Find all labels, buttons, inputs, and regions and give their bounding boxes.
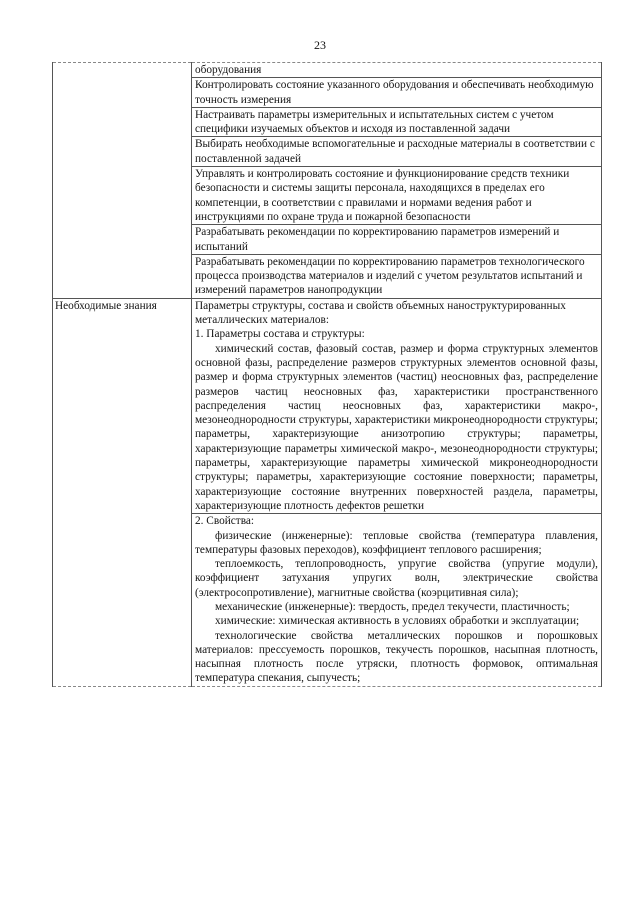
skill-text: Разрабатывать рекомендации по корректированию параметров технологического процесса производства материалов и изделий с учетом результатов испытаний и измерений параметров нанопродукции [195, 255, 585, 297]
skill-cell [192, 63, 602, 78]
skill-text: оборудования [195, 64, 262, 76]
skill-cell [192, 225, 602, 255]
knowledge-cell [192, 298, 602, 513]
skill-text: Выбирать необходимые вспомогательные и расходные материалы в соответствии с поставленной задачей [195, 138, 595, 165]
table-row [53, 63, 602, 78]
skill-cell [192, 78, 602, 108]
knowledge-intro: Параметры структуры, состава и свойств объемных наноструктурированных металлических материалов: [195, 299, 566, 327]
properties-paragraph: технологические свойства металлических порошков и порошковых материалов: прессуемость порошков, текучесть порошков, насыпная плотность, насыпная плотность после утряски, плотность формовок, оптимальная температура спекания, сыпучесть; [195, 629, 598, 685]
skill-cell [192, 254, 602, 298]
knowledge-label: Необходимые знания [55, 299, 157, 312]
knowledge-label-cell [53, 298, 192, 686]
properties-paragraph: механические (инженерные): твердость, предел текучести, пластичность; [215, 600, 570, 613]
skill-cell [192, 107, 602, 137]
empty-label-cell [53, 63, 192, 299]
composition-paragraph: химический состав, фазовый состав, размер и форма структурных элементов основной фазы, распределение размеров структурных элементов основной фазы, размер и форма структурных элементов (частиц) неосновных фаз, распределение размеров частиц неосновных фаз, характеристики пространственного распределения частиц неосновных фаз, характеристики макро-, мезонеоднородности структуры, характеристики микронеоднородности структуры; параметры, характеризующие анизотропию структуры; параметры, характеризующие параметры химической макро-, мезонеоднородности структуры; параметры, характеризующие параметры химической микронеоднородности структуры; параметры, характеризующие состояние поверхности; параметры, характеризующие состояние внутренних поверхностей раздела, параметры, характеризующие плотность дефектов решетки [195, 342, 598, 512]
skill-text: Управлять и контролировать состояние и функционирование средств техники безопасности и системы защиты персонала, находящихся в пределах его компетенции, в соответствии с правилами и нормами ведения работ и инструкциями по охране труда и пожарной безопасности [195, 168, 570, 223]
skill-text: Разрабатывать рекомендации по корректированию параметров измерений и испытаний [195, 226, 560, 253]
properties-paragraph: химические: химическая активность в условиях обработки и эксплуатации; [215, 615, 580, 628]
properties-paragraph: теплоемкость, теплопроводность, упругие свойства (упругие модули), коэффициент затухания упругих волн, электрические свойства (электросопротивление), магнитные свойства (коэрцитивная сила); [195, 558, 598, 599]
section-heading: 2. Свойства: [195, 515, 255, 528]
page-number: 23 [314, 38, 326, 52]
skill-text: Контролировать состояние указанного оборудования и обеспечивать необходимую точность измерения [195, 79, 594, 106]
skill-cell [192, 137, 602, 167]
skill-text: Настраивать параметры измерительных и испытательных систем с учетом специфики изучаемых объектов и исходя из поставленной задачи [195, 108, 554, 136]
skill-cell [192, 167, 602, 225]
table-row [53, 298, 602, 513]
competency-table [52, 62, 602, 687]
section-heading: 1. Параметры состава и структуры: [195, 328, 365, 341]
properties-paragraph: физические (инженерные): тепловые свойства (температура плавления, температуры фазовых переходов), коэффициент теплового расширения; [195, 529, 598, 556]
properties-cell [192, 514, 602, 687]
